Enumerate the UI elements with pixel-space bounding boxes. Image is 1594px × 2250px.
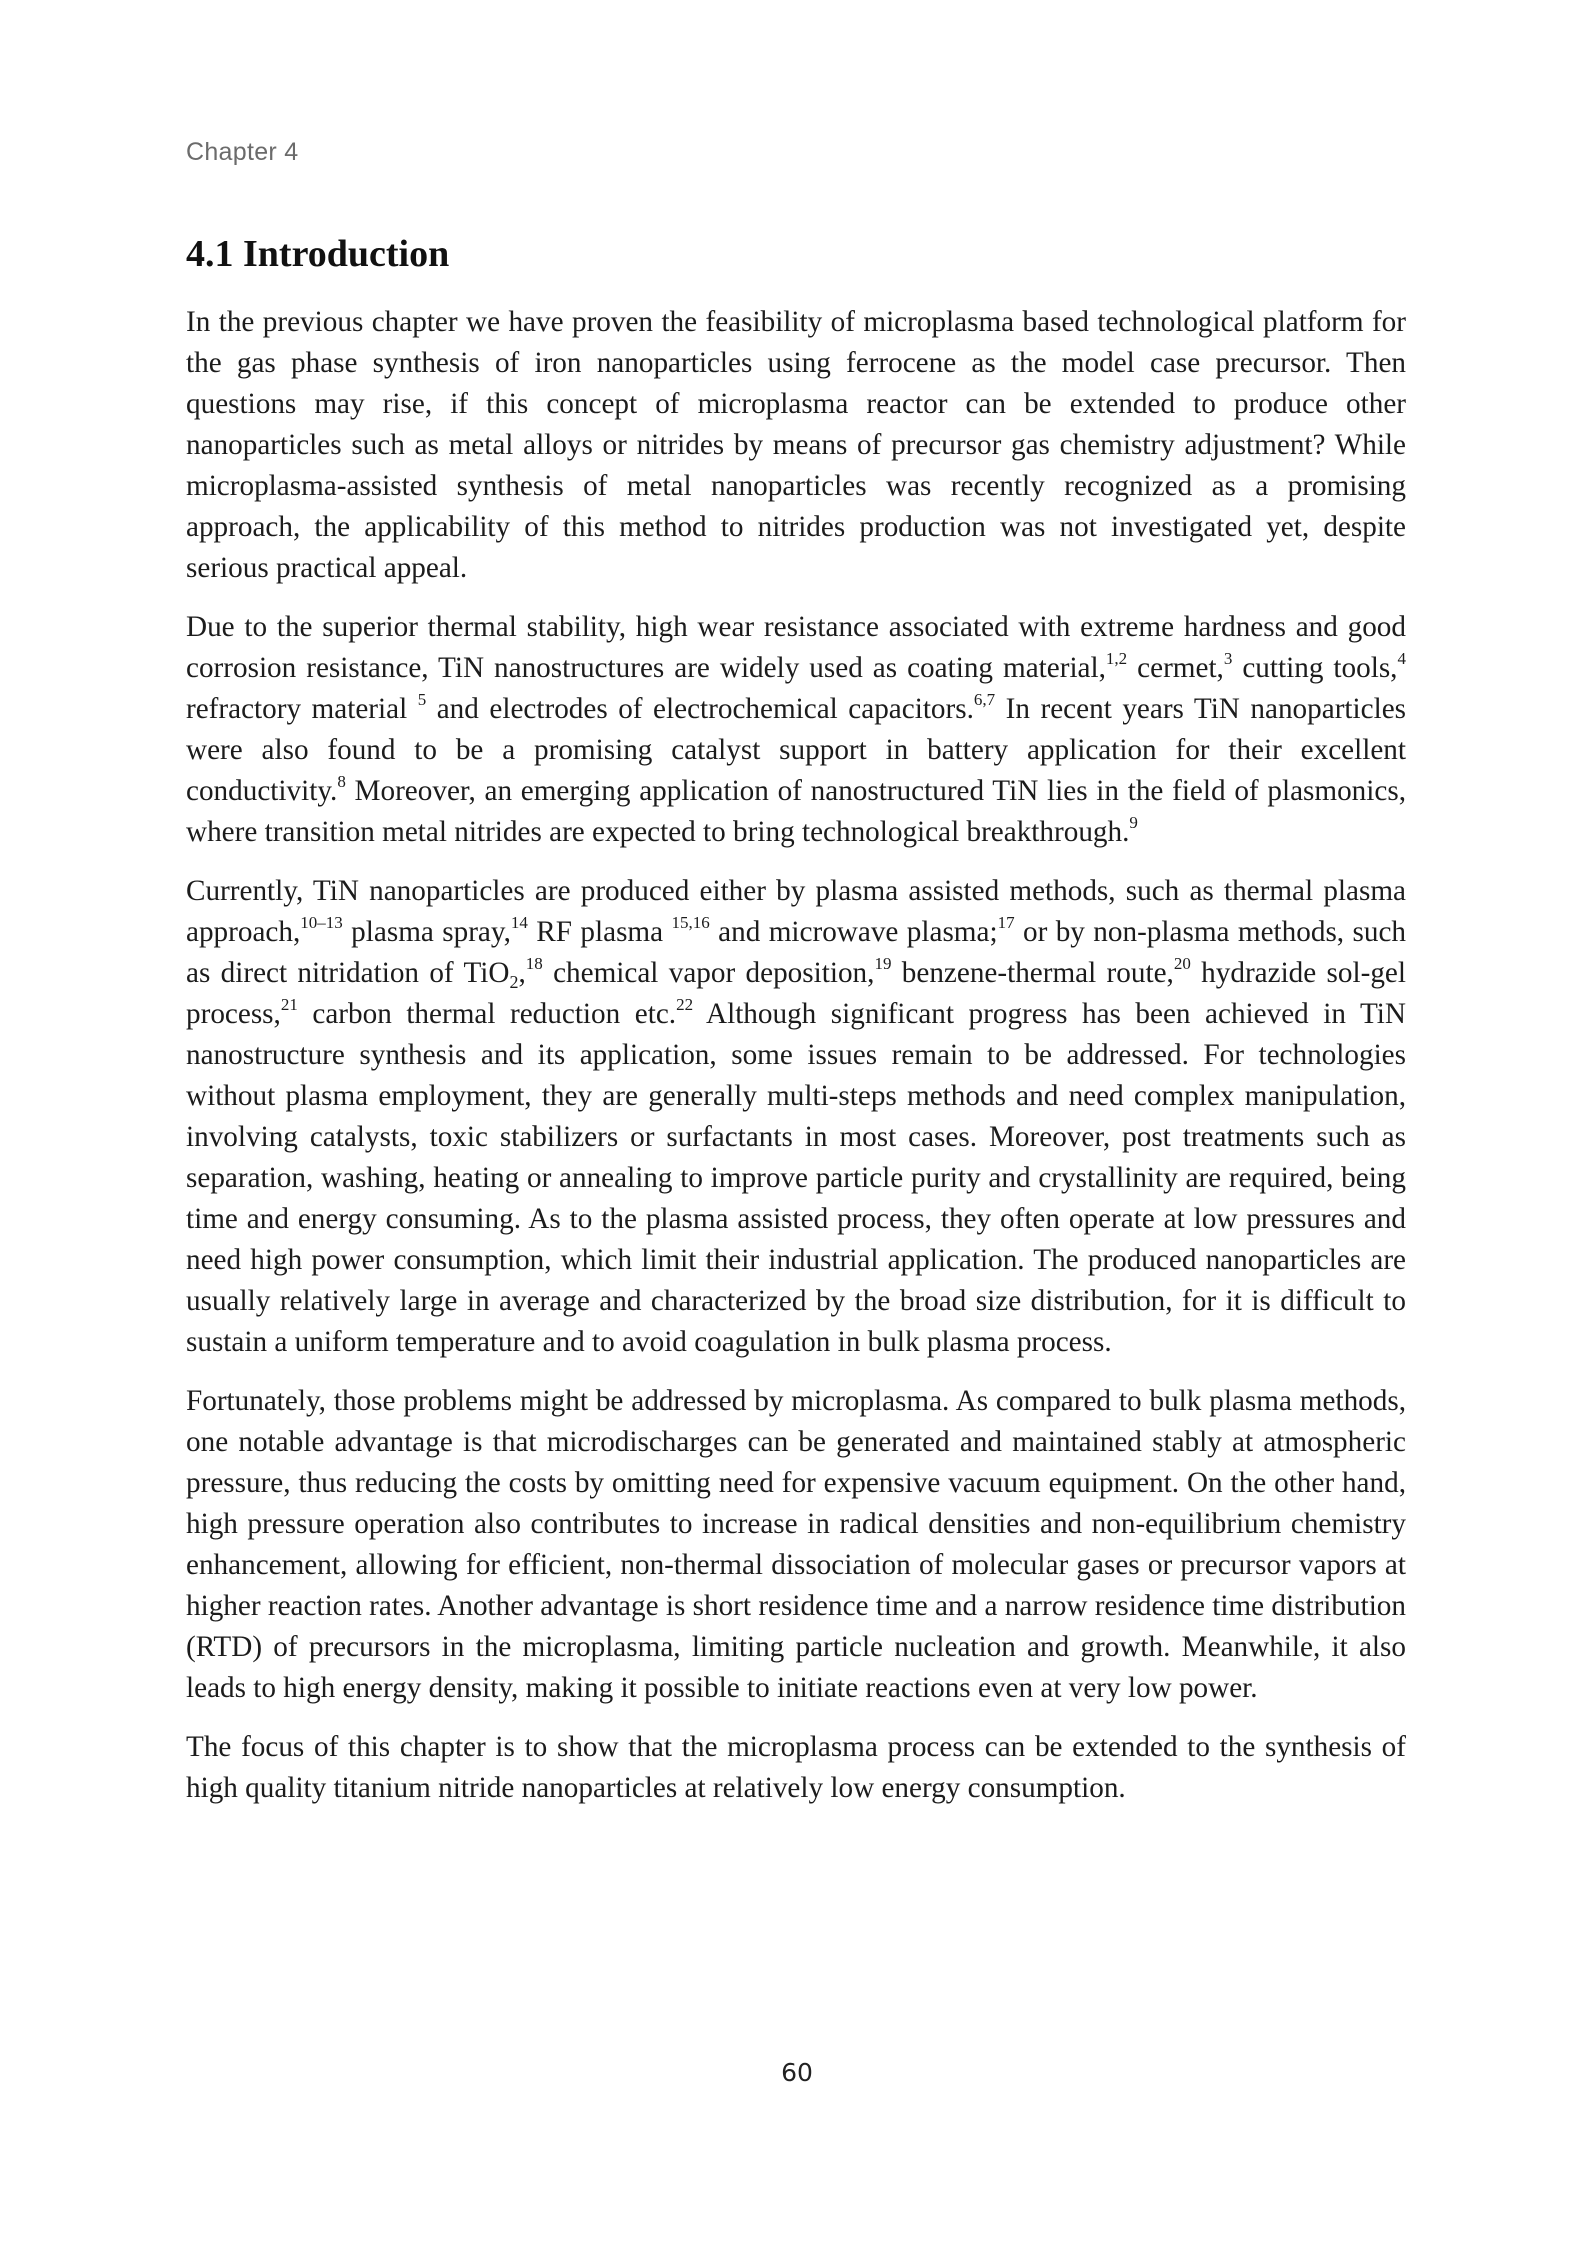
- paragraph-4: [186, 1381, 1406, 1709]
- paragraph-text: plasma spray,: [342, 916, 511, 948]
- citation: 8: [337, 772, 346, 791]
- citation: 19: [874, 954, 892, 973]
- citation: 10–13: [300, 913, 343, 932]
- paragraph-5: [186, 1727, 1406, 1809]
- citation: 5: [417, 690, 427, 709]
- paragraph-text: refractory material: [186, 693, 418, 725]
- page-number: 60: [781, 2058, 813, 2087]
- paragraph-text: In recent years TiN nanoparticles were also found to be a promising catalyst support in battery application for their excellent conductivity.: [186, 693, 1407, 807]
- citation: 15,16: [671, 913, 710, 932]
- paragraph-text: benzene-thermal route,: [891, 957, 1174, 989]
- running-head: Chapter 4: [186, 138, 299, 166]
- citation: 4: [1397, 649, 1406, 668]
- paragraph-3: [186, 871, 1406, 1363]
- citation: 20: [1173, 954, 1191, 973]
- paragraph-text: hydrazide sol-gel process,: [186, 957, 1406, 1030]
- paragraph-1: [186, 302, 1406, 589]
- citation: 1,2: [1105, 649, 1128, 668]
- citation: 18: [525, 954, 543, 973]
- citation: 22: [676, 995, 694, 1014]
- citation: 14: [510, 913, 528, 932]
- paragraph-text: and electrodes of electrochemical capacitors.: [426, 693, 974, 725]
- paragraph-text: Due to the superior thermal stability, high wear resistance associated with extreme hardness and good corrosion resistance, TiN nanostructures are widely used as coating material,: [186, 611, 1406, 684]
- body-text: [186, 302, 1406, 1827]
- citation: 17: [997, 913, 1015, 932]
- paragraph-text: or by non-plasma methods, such as direct nitridation of TiO: [186, 916, 1407, 989]
- paragraph-text: cutting tools,: [1232, 652, 1398, 684]
- citation: 21: [280, 995, 298, 1014]
- paragraph-2: [186, 607, 1406, 853]
- paragraph-text: Although significant progress has been achieved in TiN nanostructure synthesis and its application, some issues remain to be addressed. For technologies without plasma employment, they are generally multi-steps methods and need complex manipulation, involving catalysts, toxic stabilizers or surfactants in most cases. Moreover, post treatments such as separation, washing, heating or annealing to improve particle purity and crystallinity are required, being time and energy consuming. As to the plasma assisted process, they often operate at low pressures and need high power consumption, which limit their industrial application. The produced nanoparticles are usually relatively large in average and characterized by the broad size distribution, for it is difficult to sustain a uniform temperature and to avoid coagulation in bulk plasma process.: [186, 998, 1406, 1358]
- citation: 6,7: [973, 690, 996, 709]
- paragraph-text: In the previous chapter we have proven the feasibility of microplasma based technological platform for the gas phase synthesis of iron nanoparticles using ferrocene as the model case precursor. Then questions may rise, if this concept of microplasma reactor can be extended to produce other nanoparticles such as metal alloys or nitrides by means of precursor gas chemistry adjustment? While microplasma-assisted synthesis of metal nanoparticles was recently recognized as a promising approach, the applicability of this method to nitrides production was not investigated yet, despite serious practical appeal.: [186, 306, 1406, 584]
- paragraph-text: RF plasma: [527, 916, 672, 948]
- paragraph-text: carbon thermal reduction etc.: [297, 998, 677, 1030]
- paragraph-text: Fortunately, those problems might be addressed by microplasma. As compared to bulk plasma methods, one notable advantage is that microdischarges can be generated and maintained stably at atmospheric pressure, thus reducing the costs by omitting need for expensive vacuum equipment. On the other hand, high pressure operation also contributes to increase in radical densities and non-equilibrium chemistry enhancement, allowing for efficient, non-thermal dissociation of molecular gases or precursor vapors at higher reaction rates. Another advantage is short residence time and a narrow residence time distribution (RTD) of precursors in the microplasma, limiting particle nucleation and growth. Meanwhile, it also leads to high energy density, making it possible to initiate reactions even at very low power.: [186, 1385, 1406, 1704]
- paragraph-text: and microwave plasma;: [709, 916, 998, 948]
- subscript: 2: [509, 972, 519, 992]
- paragraph-text: The focus of this chapter is to show that the microplasma process can be extended to the synthesis of high quality titanium nitride nanoparticles at relatively low energy consumption.: [186, 1731, 1406, 1804]
- paragraph-text: Currently, TiN nanoparticles are produced either by plasma assisted methods, such as thermal plasma approach,: [186, 875, 1406, 948]
- paragraph-text: Moreover, an emerging application of nanostructured TiN lies in the field of plasmonics, where transition metal nitrides are expected to bring technological breakthrough.: [186, 775, 1406, 848]
- paragraph-text: chemical vapor deposition,: [542, 957, 875, 989]
- citation: 3: [1223, 649, 1233, 668]
- paragraph-text: cermet,: [1127, 652, 1224, 684]
- paragraph-text: ,: [518, 957, 526, 989]
- section-heading: 4.1 Introduction: [186, 233, 450, 275]
- citation: 9: [1129, 813, 1138, 832]
